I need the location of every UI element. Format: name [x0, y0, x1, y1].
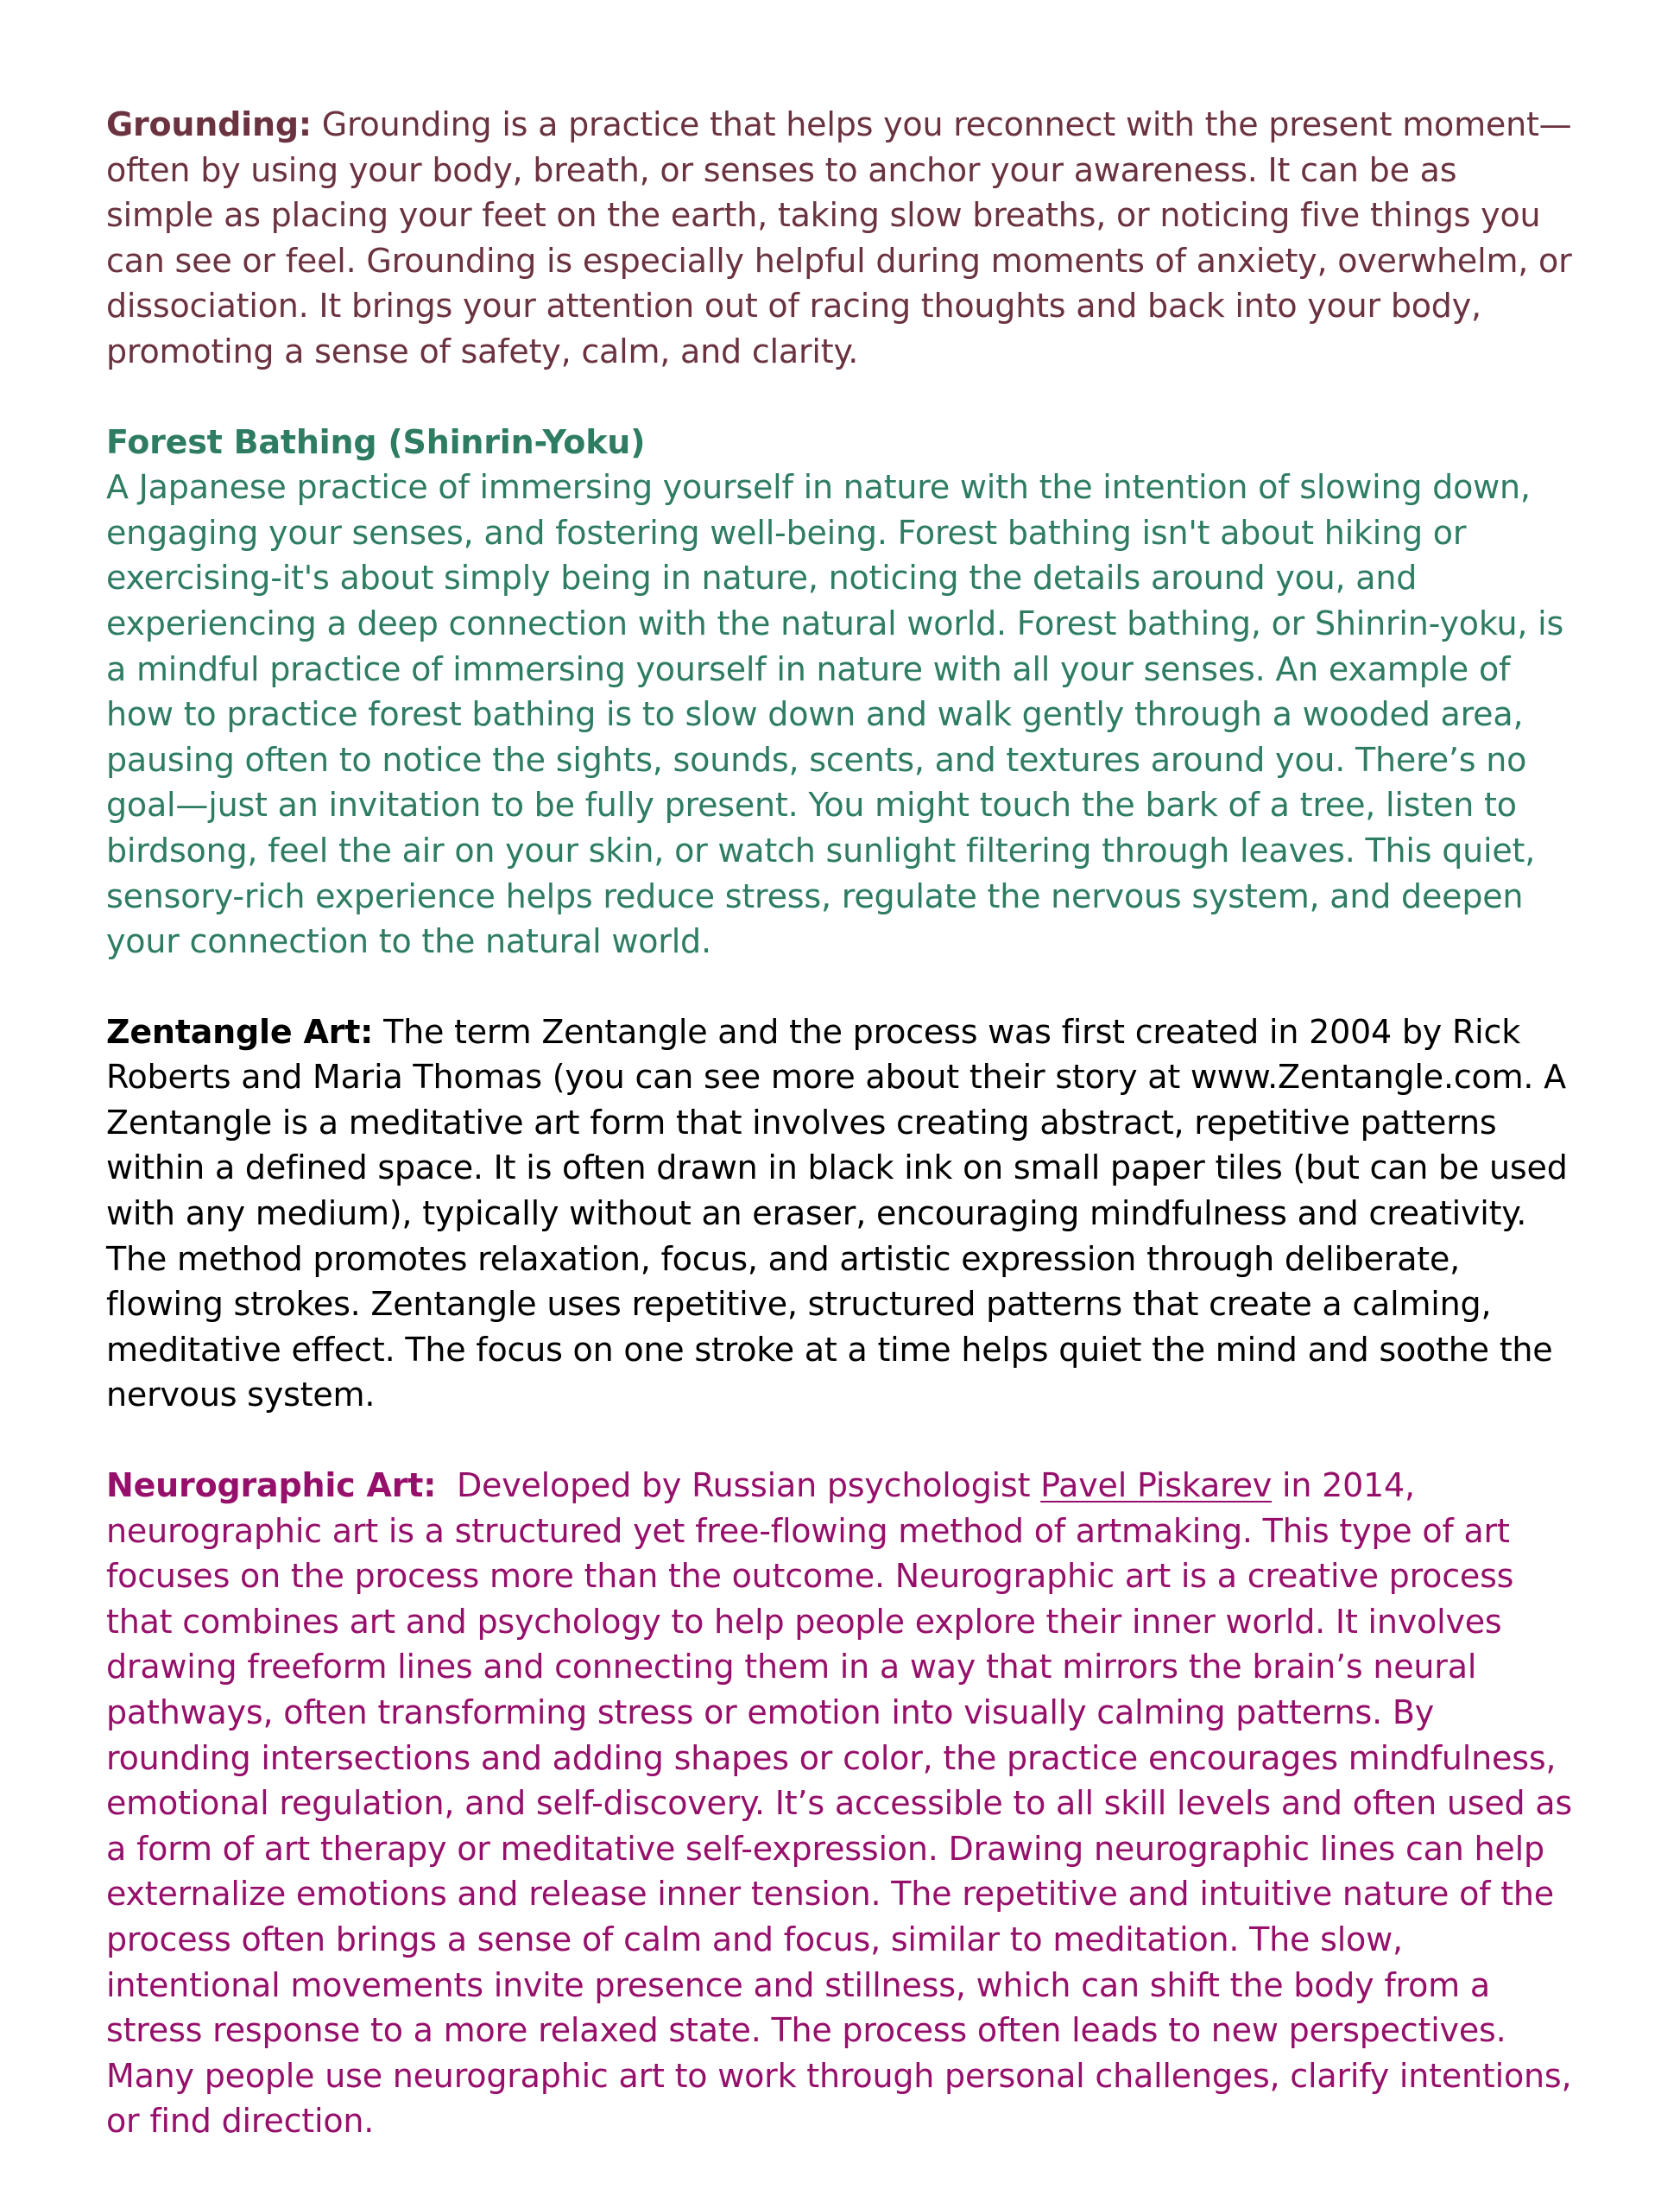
neurographic-paragraph [106, 1463, 1574, 2144]
pavel-piskarev-link[interactable]: Pavel Piskarev [1040, 1466, 1273, 1505]
neurographic-body-intro: Developed by Russian psychologist [436, 1466, 1041, 1505]
neurographic-section [106, 1463, 1574, 2144]
grounding-paragraph [106, 102, 1574, 375]
zentangle-body: The term Zentangle and the process was first created in 2004 by Rick Roberts and Maria Thomas (you can see more about their story at www.Zentangle.com. A Zentangle is a meditative art form that involves creating abstract, repetitive patterns within a defined space. It is often drawn in black ink on small paper tiles (but can be used with any medium), typically without an eraser, encouraging mindfulness and creativity. The method promotes relaxation, focus, and artistic expression through deliberate, flowing strokes. Zentangle uses repetitive, structured patterns that create a calming, meditative effect. The focus on one stroke at a time helps quiet the mind and soothe the nervous system. [106, 1012, 1568, 1414]
zentangle-section [106, 1009, 1574, 1418]
grounding-section [106, 102, 1574, 375]
forest-bathing-section [106, 420, 1574, 965]
document-page [106, 102, 1574, 2189]
zentangle-paragraph [106, 1009, 1574, 1418]
forest-bathing-heading: Forest Bathing (Shinrin-Yoku) [106, 422, 646, 461]
grounding-heading: Grounding: [106, 105, 312, 143]
grounding-body: Grounding is a practice that helps you reconnect with the present moment—often by using your body, breath, or senses to anchor your awareness. It can be as simple as placing your feet on the earth, taking slow breaths, or noticing five things you can see or feel. Grounding is especially helpful during moments of anxiety, overwhelm, or dissociation. It brings your attention out of racing thoughts and back into your body, promoting a sense of safety, calm, and clarity. [106, 105, 1572, 370]
forest-bathing-body: A Japanese practice of immersing yourself in nature with the intention of slowing down, engaging your senses, and fostering well-being. Forest bathing isn't about hiking or exercising-it's about simply being in nature, noticing the details around you, and experiencing a deep connection with the natural world. Forest bathing, or Shinrin-yoku, is a mindful practice of immersing yourself in nature with all your senses. An example of how to practice forest bathing is to slow down and walk gently through a wooded area, pausing often to notice the sights, sounds, scents, and textures around you. There’s no goal—just an invitation to be fully present. You might touch the bark of a tree, listen to birdsong, feel the air on your skin, or watch sunlight filtering through leaves. This quiet, sensory-rich experience helps reduce stress, regulate the nervous system, and deepen your connection to the natural world. [106, 468, 1564, 961]
neurographic-heading: Neurographic Art: [106, 1466, 437, 1505]
zentangle-heading: Zentangle Art: [106, 1012, 374, 1051]
neurographic-body: in 2014, neurographic art is a structured yet free-flowing method of artmaking. This type of art focuses on the process more than the outcome. Neurographic art is a creative process that combines art and psychology to help people explore their inner world. It involves drawing freeform lines and connecting them in a way that mirrors the brain’s neural pathways, often transforming stress or emotion into visually calming patterns. By rounding intersections and adding shapes or color, the practice encourages mindfulness, emotional regulation, and self-discovery. It’s accessible to all skill levels and often used as a form of art therapy or meditative self-expression. Drawing neurographic lines can help externalize emotions and release inner tension. The repetitive and intuitive nature of the process often brings a sense of calm and focus, similar to meditation. The slow, intentional movements invite presence and stillness, which can shift the body from a stress response to a more relaxed state. The process often leads to new perspectives. Many people use neurographic art to work through personal challenges, clarify intentions, or find direction. [106, 1466, 1572, 2141]
